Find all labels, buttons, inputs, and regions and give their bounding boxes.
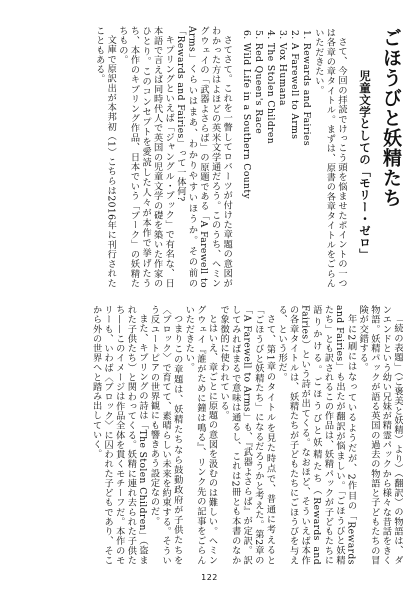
chapter-title-item: 4. The Stolen Children [265,30,277,145]
article-subtitle: 児童文学としての「モリー・ゼロ」 [358,70,372,261]
chapter-title-item: 6. Wild Life in a Southern County [241,30,253,200]
body-paragraph: また、キプリングの詩は「The Stolen Children」（盗まれた子供たち）と関わってくる。妖精に連れ去られた子供たち——このイメージは作品全体を貫くモチーフだ。本作のモリーも、いわば〈ブロック〉に囚われた子どもであり、そこから外の世界へと踏み出していく。 [90,305,148,565]
article-title: ごほうびと妖精たち [380,28,402,208]
chapter-title-item: 5. Red Queen's Race [253,30,265,135]
body-paragraph: キプリングといえば「ジャングル・ブック」で有名な、日本語で言えば同時代人で英国の児童文学の礎を築いた作家のひとり。このコンセプトを愛読した人々が本作で挙げたうち、本作のキプリング作品、日本でいう「プーク」の妖精たちもの。 [116,26,175,288]
chapter-title-item: 2. A Farewell to Arms [289,30,301,140]
chapter-title-item: 3. Vox Humana [277,30,289,106]
upper-text-band [16,26,403,288]
body-paragraph: 年に2刷にはなっているようだが、2作目の「Rewards and Fairies」も出たが翻訳が悩ましい。「ごほうびと妖精たち」とも訳されるこの作品は、妖精パックが子どもたちに語りかける。ごほうびと妖精たち（Rewards and Fairies）という詩が出てくる。なおほど、そういえば本作の各章タイトルは、妖精たちが子どもたちにごほうびを与える、という形だ。 [276,305,357,565]
chapter-title-item: 1. Rewards and Fairies [301,30,313,146]
body-paragraph: 「続の表題」（ご褒美と妖精）より）（翻訳）の物語は、ダンエンドという幼い兄妹が精霊パックから様々な昔話をきく物語。妖精パックが語る英国の過去の物語と子どもたちの冒険が交錯する。 [357,305,403,565]
intro-paragraph: さて、今回の拝読でけっこう頭を悩ませたポイントの一つは各章の章タイトル。まずは、原書の各章タイトルをごらんいただきたい。 [312,28,347,288]
body-paragraph: とはいえ、章ごとに原題の意図を汲むのは難しい。ヘミングウェイ『誰がために鐘は鳴る』、リンク先の記事をごらんいただきたい。 [183,305,218,565]
body-paragraph: さてさて。これを一瞥してロバーツが付けた章題の意図がわかった方はよほどの英米文学通だろう。このうち、ヘミングウェイの「武器よさらば」の原題である「A Farewell to Arms」くらいはまあ、わかりやすいほうか。その前の「Rewards and Fairies」って一体何? [174,26,233,288]
body-paragraph: さて、第1章のタイトルを見た時点で、普通に考えると「ごほうびと妖精たち」になるだろうかと考えた。第2章の「A Farewell to Arms」も、『武器よさらば』が定訳。訳してみればまるで意味は通るし、これは2冊とも本書のなかで象徴的に使われている。 [218,305,276,565]
lower-text-band [16,305,403,565]
body-paragraph: つまりこの章題は、妖精たちなら鼓動政府が子供たちを〈ブロック〉で育てて、素晴らしい未来を約束する。そういう反ユートピアの世界観にも響きあう設定なのだ。 [148,305,183,565]
page-number: 122 [201,573,218,582]
chapter-title-list [240,26,312,288]
body-paragraph: 文庫で原訳出が本邦初（1）こちらは2016年に刊行されたこともある。 [93,26,117,288]
